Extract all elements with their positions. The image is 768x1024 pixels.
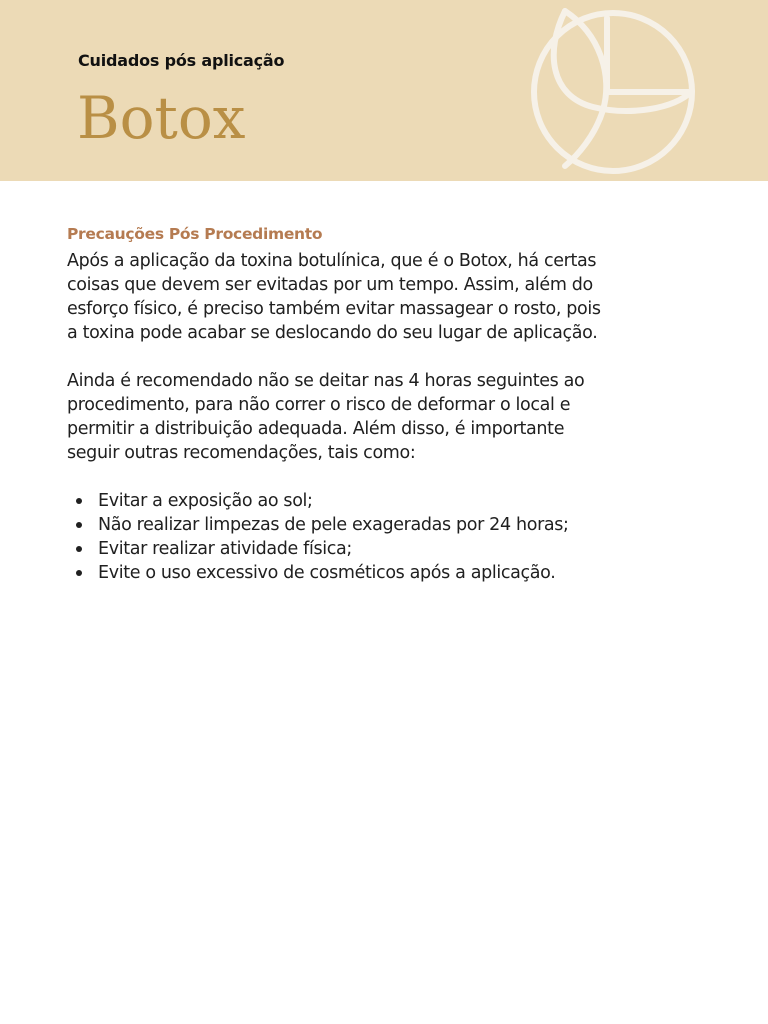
list-item [67,537,687,561]
paragraph-line: a toxina pode acabar se deslocando do seu lugar de aplicação. [67,323,598,343]
recommendations-list [67,489,687,585]
list-item-text: Evitar a exposição ao sol; [98,491,313,511]
paragraph-line: seguir outras recomendações, tais como: [67,443,416,463]
paragraph-spacer [67,345,687,369]
paragraph-line: procedimento, para não correr o risco de deformar o local e [67,395,571,415]
paragraph-precautions [67,249,687,345]
header-eyebrow: Cuidados pós aplicação [78,51,285,70]
section-heading: Precauções Pós Procedimento [67,225,323,243]
main-content [67,222,687,585]
paragraph-line: esforço físico, é preciso também evitar massagear o rosto, pois [67,299,601,319]
list-item [67,561,687,585]
bullet-icon [76,522,82,528]
paragraph-spacer [67,465,687,489]
paragraph-line: Após a aplicação da toxina botulínica, que é o Botox, há certas [67,251,597,271]
list-item-text: Evite o uso excessivo de cosméticos após a aplicação. [98,563,556,583]
bullet-icon [76,498,82,504]
header-banner [0,0,768,181]
leaf-circle-logo-icon [525,6,703,176]
paragraph-line: permitir a distribuição adequada. Além disso, é importante [67,419,565,439]
paragraph-line: coisas que devem ser evitadas por um tempo. Assim, além do [67,275,593,295]
bullet-icon [76,570,82,576]
paragraph-recommendations [67,369,687,465]
list-item [67,513,687,537]
page-title: Botox [77,84,246,152]
paragraph-line: Ainda é recomendado não se deitar nas 4 horas seguintes ao [67,371,585,391]
bullet-icon [76,546,82,552]
list-item-text: Não realizar limpezas de pele exageradas por 24 horas; [98,515,569,535]
list-item-text: Evitar realizar atividade física; [98,539,352,559]
list-item [67,489,687,513]
